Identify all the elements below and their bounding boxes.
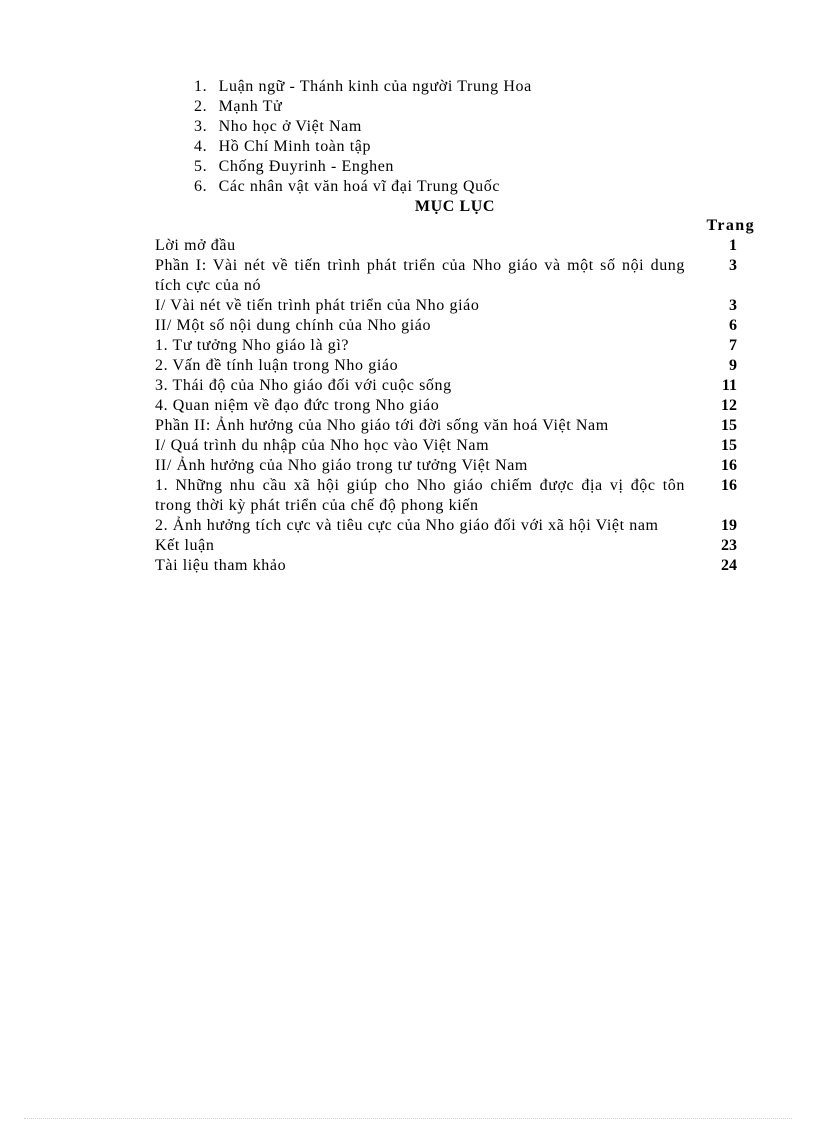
toc-entry-page: 15 (721, 437, 737, 454)
toc-entry-page: 12 (721, 397, 737, 414)
toc-entry-text: 1. Tư tưởng Nho giáo là gì? (155, 337, 350, 354)
toc-entry-text: Tài liệu tham khảo (155, 557, 287, 574)
reference-item (194, 137, 532, 157)
reference-item (194, 97, 532, 117)
toc-entry-text: Lời mở đầu (155, 237, 236, 254)
toc-entry (155, 256, 755, 296)
toc-entry-page: 6 (729, 317, 737, 334)
reference-item (194, 77, 532, 97)
toc-entry-text: I/ Quá trình du nhập của Nho học vào Việt Nam (155, 437, 490, 454)
toc-entry-text: 3. Thái độ của Nho giáo đối với cuộc sống (155, 377, 452, 394)
toc-entry-text: Kết luận (155, 537, 215, 554)
toc-entry-page: 3 (729, 297, 737, 314)
toc-entry-text: II/ Ảnh hưởng của Nho giáo trong tư tưởng Việt Nam (155, 457, 528, 474)
toc-entry-page: 16 (721, 477, 737, 494)
reference-number: 3. (194, 118, 208, 135)
reference-text: Các nhân vật văn hoá vĩ đại Trung Quốc (218, 178, 501, 195)
toc-entry (155, 296, 755, 316)
reference-text: Chống Đuyrinh - Enghen (218, 158, 395, 175)
toc-entry-text: 1. Những nhu cầu xã hội giúp cho Nho giáo chiếm được địa vị độc tôn trong thời kỳ phát triển của chế độ phong kiến (155, 477, 685, 514)
toc-entry (155, 316, 755, 336)
toc-entry (155, 356, 755, 376)
toc-entry-page: 7 (729, 337, 737, 354)
toc-entry-text: Phần II: Ảnh hưởng của Nho giáo tới đời sống văn hoá Việt Nam (155, 417, 609, 434)
toc-entry (155, 336, 755, 356)
toc-entry-page: 11 (721, 377, 737, 394)
toc-entry (155, 556, 755, 576)
toc-entry (155, 236, 755, 256)
toc-entry-page: 15 (721, 417, 737, 434)
toc-entry-text: Phần I: Vài nét về tiến trình phát triển của Nho giáo và một số nội dung tích cực của nó (155, 257, 685, 294)
toc-entry-page: 16 (721, 457, 737, 474)
reference-number: 1. (194, 78, 208, 95)
reference-number: 4. (194, 138, 208, 155)
toc-entry (155, 516, 755, 536)
toc-rows (155, 236, 755, 576)
toc-entry (155, 456, 755, 476)
toc-entry-text: II/ Một số nội dung chính của Nho giáo (155, 317, 432, 334)
reference-number: 2. (194, 98, 208, 115)
toc-title: MỤC LỤC (414, 198, 496, 215)
reference-item (194, 157, 532, 177)
toc-entry-page: 1 (729, 237, 737, 254)
toc-entry (155, 416, 755, 436)
toc-entry-page: 19 (721, 517, 737, 534)
toc-entry-page: 3 (729, 257, 737, 274)
toc-entry-page: 9 (729, 357, 737, 374)
toc-entry-text: 2. Ảnh hưởng tích cực và tiêu cực của Nho giáo đối với xã hội Việt nam (155, 517, 659, 534)
toc-entry-text: 4. Quan niệm về đạo đức trong Nho giáo (155, 397, 440, 414)
reference-list (194, 77, 532, 197)
reference-item (194, 117, 532, 137)
reference-number: 5. (194, 158, 208, 175)
toc-entry-text: I/ Vài nét về tiến trình phát triển của Nho giáo (155, 297, 480, 314)
toc-entry-page: 23 (721, 537, 737, 554)
page-bottom-divider (24, 1118, 792, 1119)
reference-item (194, 177, 532, 197)
toc-entry (155, 376, 755, 396)
reference-text: Mạnh Tử (218, 98, 283, 115)
toc-entry (155, 436, 755, 456)
reference-text: Luận ngữ - Thánh kinh của người Trung Hoa (218, 78, 532, 95)
reference-text: Hồ Chí Minh toàn tập (218, 138, 372, 155)
reference-number: 6. (194, 178, 208, 195)
toc-entry-text: 2. Vấn đề tính luận trong Nho giáo (155, 357, 399, 374)
page-column-header: Trang (706, 217, 755, 234)
toc-entry-page: 24 (721, 557, 737, 574)
toc-entry (155, 476, 755, 516)
toc-entry (155, 536, 755, 556)
reference-text: Nho học ở Việt Nam (218, 118, 362, 135)
toc-entry (155, 396, 755, 416)
